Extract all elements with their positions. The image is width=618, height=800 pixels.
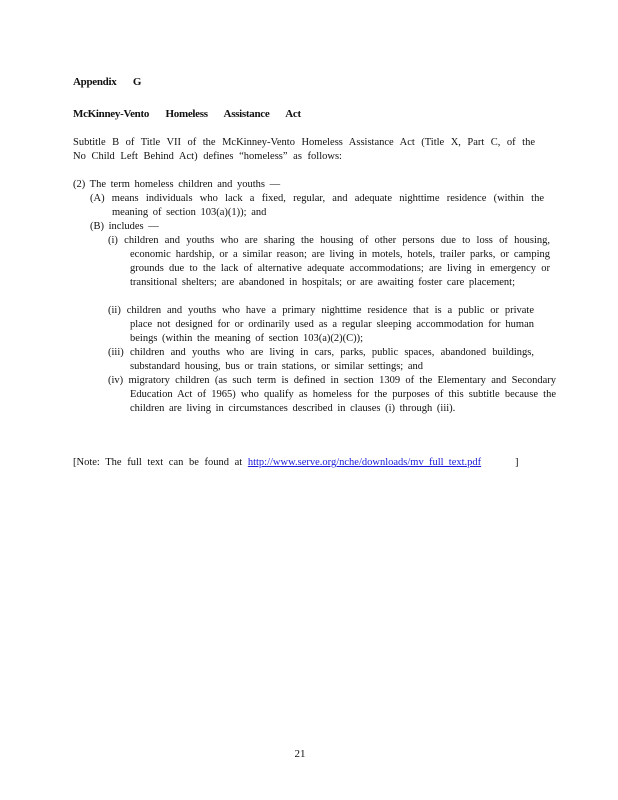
- definition-item-iv: (iv) migratory children (as such term is defined in section 1309 of the Elementary and Secondary Education Act of 1965) who qualify as homeless for the purposes of this subtitle because the children are living in circumstances described in clauses (i) through (iii).: [108, 375, 556, 414]
- definition-item-i: (i) children and youths who are sharing the housing of other persons due to loss of housing, economic hardship, or a similar reason; are living in motels, hotels, trailer parks, or camping grounds due to the lack of alternative adequate accommodations; are living in emergency or transitional shelters; are abandoned in hospitals; or are awaiting foster care placement;: [108, 235, 550, 288]
- definition-item-a: (A) means individuals who lack a fixed, regular, and adequate nighttime residence (within the meaning of section 103(a)(1)); and: [90, 193, 544, 218]
- definition-item-2: (2) The term homeless children and youths —: [73, 179, 281, 190]
- full-text-link[interactable]: http://www.serve.org/nche/downloads/mv_full_text.pdf: [247, 457, 482, 468]
- definition-item-b: (B) includes —: [90, 221, 159, 232]
- intro-paragraph: Subtitle B of Title VII of the McKinney-Vento Homeless Assistance Act (Title X, Part C, of the No Child Left Behind Act) defines “homeless” as follows:: [73, 137, 535, 162]
- page-number: 21: [294, 748, 306, 760]
- definition-item-iii: (iii) children and youths who are living in cars, parks, public spaces, abandoned buildings, substandard housing, bus or train stations, or similar settings; and: [108, 347, 534, 372]
- note-line: [73, 456, 533, 470]
- note-closing-bracket: ]: [515, 457, 519, 468]
- note-prefix: [Note: The full text can be found at: [73, 457, 243, 468]
- act-title: McKinney-Vento Homeless Assistance Act: [73, 108, 301, 120]
- appendix-label: Appendix: [73, 76, 117, 88]
- definition-item-ii: (ii) children and youths who have a primary nighttime residence that is a public or private place not designed for or ordinarily used as a regular sleeping accommodation for human beings (within the meaning of section 103(a)(2)(C));: [108, 305, 534, 344]
- appendix-letter: G: [132, 76, 142, 88]
- appendix-heading: [73, 76, 141, 88]
